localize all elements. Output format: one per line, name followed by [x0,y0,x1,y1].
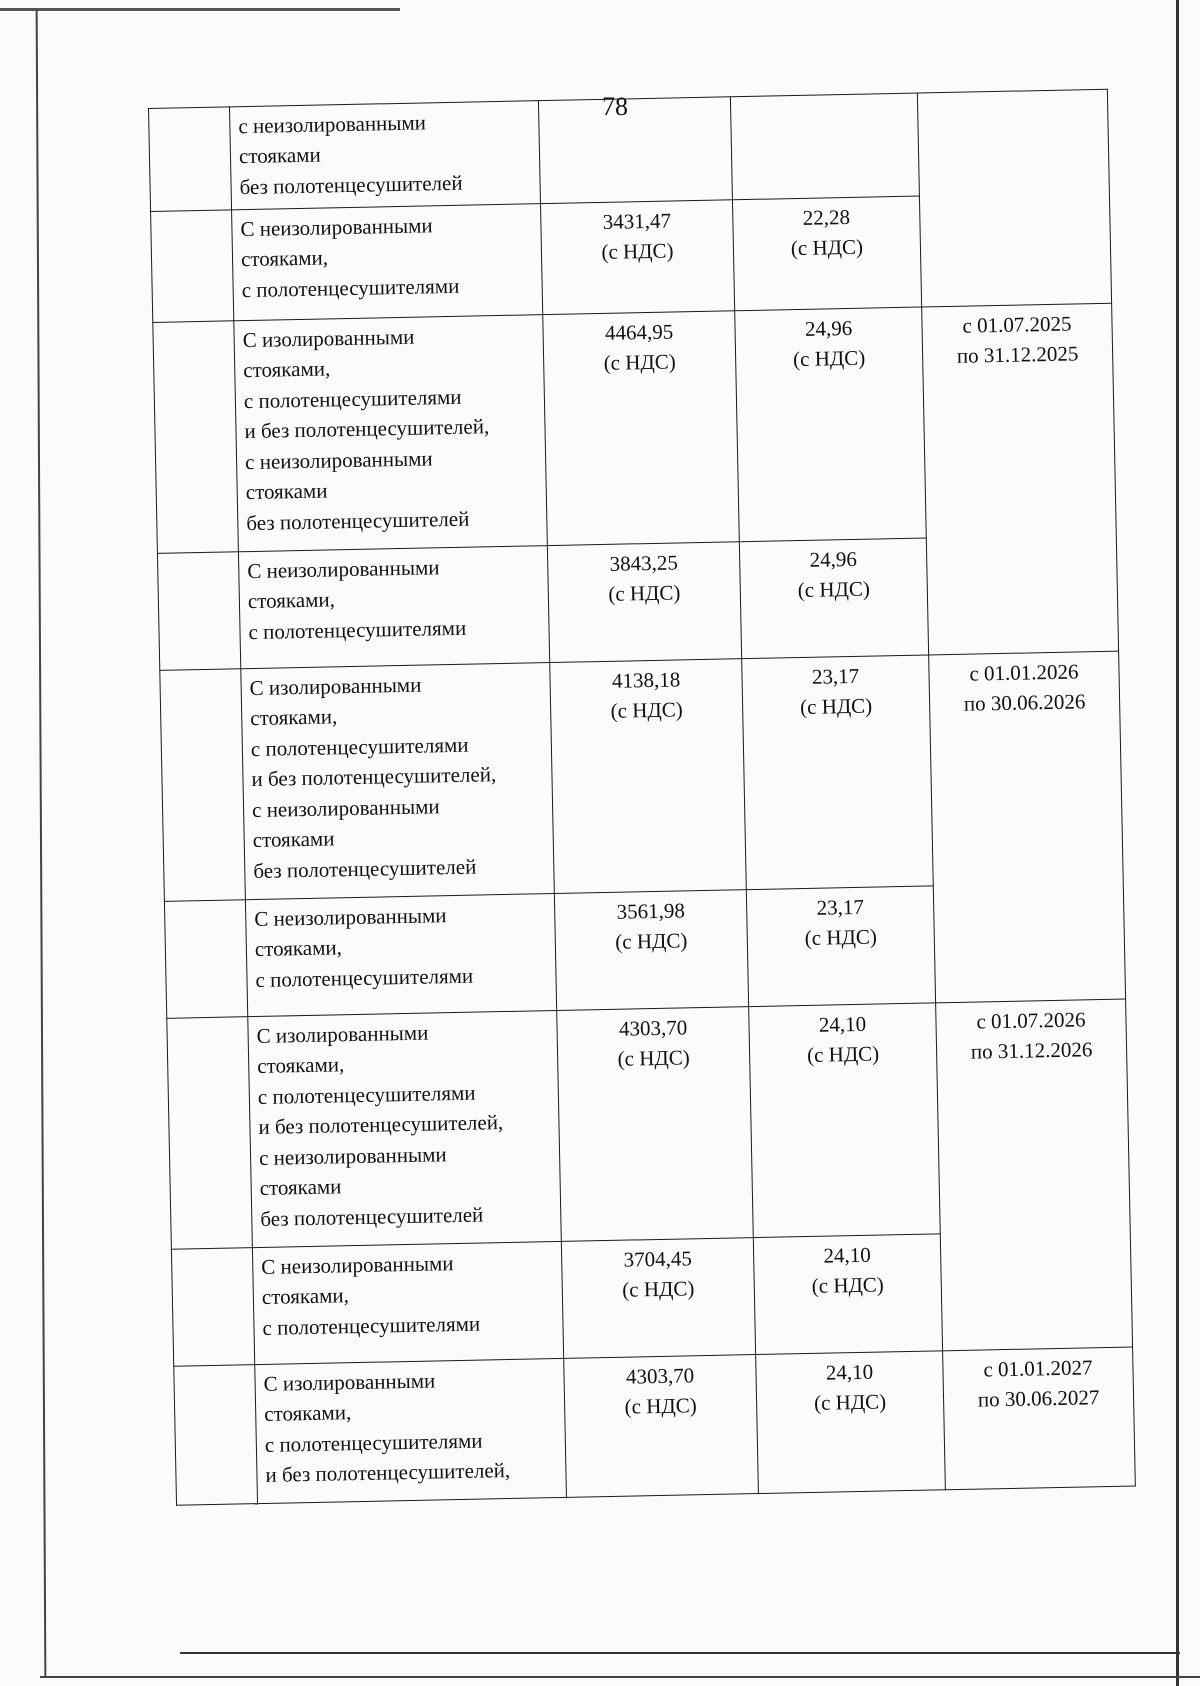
page-edge-left [36,10,47,1676]
table-row [153,303,1116,553]
tariff-cell-line: (с НДС) [610,697,683,724]
description-cell-line: и без полотенцесушителей, [258,1110,504,1140]
description-cell-line: стояками, [257,1052,345,1079]
norm-cell-line: (с НДС) [811,1272,885,1299]
tariff-table-wrapper [148,89,1136,1506]
period-cell-line: с 01.07.2026 [976,1007,1086,1034]
period-cell-line: по 30.06.2026 [963,689,1086,717]
tariff-table [148,89,1136,1506]
description-cell [245,894,556,1017]
description-cell-line: С неизолированными [240,213,433,242]
description-cell-line: стояками [259,1174,342,1201]
description-cell-line: с полотенцесушителями [262,1311,481,1340]
description-cell-line: стояками, [261,1283,350,1310]
norm-cell-line: 24,96 [809,546,858,572]
description-cell [238,546,549,669]
table-row [174,1347,1136,1505]
norm-cell-line: 23,17 [811,663,860,689]
period-cell-line: по 30.06.2027 [977,1385,1100,1413]
tariff-cell [557,1007,754,1242]
period-cell-line: с 01.01.2026 [969,659,1079,686]
table-row [167,999,1130,1249]
description-cell-line: стояками, [250,704,338,731]
description-cell-line: С неизолированными [254,903,447,932]
tariff-cell-line: (с НДС) [608,580,681,607]
tariff-cell-line [547,101,722,105]
tariff-cell-line: (с НДС) [603,349,676,376]
norm-cell [730,93,919,200]
description-cell-line: С неизолированными [261,1251,454,1279]
tariff-cell-line: 4303,70 [618,1015,688,1041]
description-cell-line: и без полотенцесушителей, [244,414,490,444]
tariff-cell [540,200,734,315]
description-cell-line: с полотенцесушителями [255,963,474,992]
tariff-cell-line: 3704,45 [623,1246,693,1272]
period-cell [917,89,1111,307]
description-cell-line: с неизолированными [258,1141,447,1170]
norm-cell-line: (с НДС) [804,924,878,951]
description-cell-line: с неизолированными [251,794,440,822]
tariff-cell [561,1238,755,1359]
description-cell-line: и без полотенцесушителей, [265,1458,511,1488]
tariff-cell [543,311,740,546]
period-cell-line: по 31.12.2026 [970,1037,1093,1065]
norm-cell [753,1234,942,1355]
description-cell-line: с неизолированными [244,446,433,474]
tariff-cell-line: (с НДС) [615,928,688,955]
norm-cell-line: (с НДС) [790,235,864,261]
tariff-cell-line: (с НДС) [601,238,674,265]
description-cell-line: С изолированными [263,1368,436,1396]
norm-cell [739,538,928,659]
tariff-cell [547,542,741,663]
tariff-cell-line: 3843,25 [609,550,679,576]
description-cell-line: стояками, [240,245,329,272]
description-cell-line: стояками, [243,356,331,383]
description-cell-line: с полотенцесушителями [264,1428,483,1457]
norm-cell [735,307,927,542]
tariff-cell [554,890,748,1011]
description-cell-line: С изолированными [249,672,422,701]
description-cell-line: без полотенцесушителей [253,854,477,883]
description-cell-line: с полотенцесушителями [248,615,467,644]
norm-cell-line: 24,10 [818,1011,867,1037]
description-cell-line: без полотенцесушителей [246,506,470,535]
tariff-cell-line: 3561,98 [616,898,686,924]
norm-cell-line [739,98,909,101]
period-cell [943,1347,1136,1490]
tariff-cell-line: (с НДС) [624,1393,697,1420]
norm-cell-line: 24,10 [823,1242,872,1268]
tariff-cell [564,1355,759,1498]
norm-cell-line: 24,10 [825,1359,874,1385]
tariff-cell-line: (с НДС) [622,1276,695,1303]
norm-cell [742,655,934,890]
norm-cell [756,1351,946,1494]
blank-column-cell [153,321,239,554]
page-edge-right [1176,0,1179,1686]
period-cell-line: с 01.07.2025 [962,311,1072,338]
norm-cell-line: 22,28 [802,204,851,230]
description-cell-line: С неизолированными [247,555,440,584]
description-cell [252,1241,563,1364]
description-cell-line: без полотенцесушителей [260,1202,484,1231]
description-cell-line: стояками [252,826,335,853]
description-cell-line: без полотенцесушителей [239,170,463,200]
period-cell [929,651,1126,1003]
description-cell [241,663,555,900]
description-cell-line: стояками, [247,587,336,614]
blank-column-cell [157,552,240,671]
description-cell [255,1358,567,1503]
blank-column-cell [174,1365,258,1506]
description-cell [232,204,543,321]
norm-cell [746,886,935,1007]
norm-cell [732,196,921,311]
norm-cell-line: (с НДС) [799,694,873,720]
description-cell-line: стояками [238,142,321,169]
period-cell [936,999,1133,1351]
description-cell [229,101,540,210]
description-cell-line: с неизолированными [238,110,427,139]
norm-cell-line: (с НДС) [806,1041,880,1068]
blank-column-cell [164,900,247,1019]
description-cell [248,1010,562,1247]
norm-cell-line: 24,96 [804,315,853,341]
blank-column-cell [160,669,246,902]
description-cell-line: с полотенцесушителями [257,1080,476,1109]
blank-column-cell [171,1248,254,1367]
norm-cell-line: (с НДС) [813,1389,887,1416]
norm-cell-line: 23,17 [816,894,865,920]
tariff-cell-line: 3431,47 [602,208,672,234]
period-cell-line [926,94,1099,97]
tariff-cell-line: (с НДС) [617,1045,690,1072]
norm-cell [749,1003,941,1238]
norm-cell-line: (с НДС) [797,577,871,603]
blank-column-cell [151,210,234,323]
tariff-cell [550,659,747,894]
description-cell-line: С изолированными [256,1020,429,1049]
description-cell [234,315,548,552]
tariff-cell-line: 4464,95 [604,319,674,345]
tariff-cell-line: 4138,18 [611,667,681,693]
description-cell-line: с полотенцесушителями [241,273,460,303]
period-cell-line: с 01.01.2027 [983,1355,1093,1382]
blank-column-cell [149,107,232,212]
page-edge-bottom-inner [180,1652,1180,1654]
tariff-cell-line [547,101,722,105]
description-cell-line: и без полотенцесушителей, [251,762,497,792]
period-cell-line: по 31.12.2025 [956,341,1079,369]
period-cell-line [926,94,1099,97]
page-number: 78 [602,92,628,121]
description-cell-line: стояками, [264,1400,352,1427]
description-cell-line: с полотенцесушителями [243,384,462,414]
description-cell-line: С изолированными [242,324,415,353]
blank-column-cell [167,1017,253,1250]
period-cell [922,303,1119,655]
table-row [160,651,1123,901]
tariff-cell-line: 4303,70 [625,1363,695,1389]
page-edge-top [0,8,400,11]
norm-cell-line [739,98,909,101]
table-row [149,89,1110,211]
page-edge-bottom [40,1676,1200,1678]
description-cell-line: стояками, [254,935,343,962]
description-cell-line: с полотенцесушителями [250,732,469,761]
description-cell-line: стояками [245,478,328,505]
tariff-cell [538,97,732,204]
norm-cell-line: (с НДС) [792,346,866,372]
